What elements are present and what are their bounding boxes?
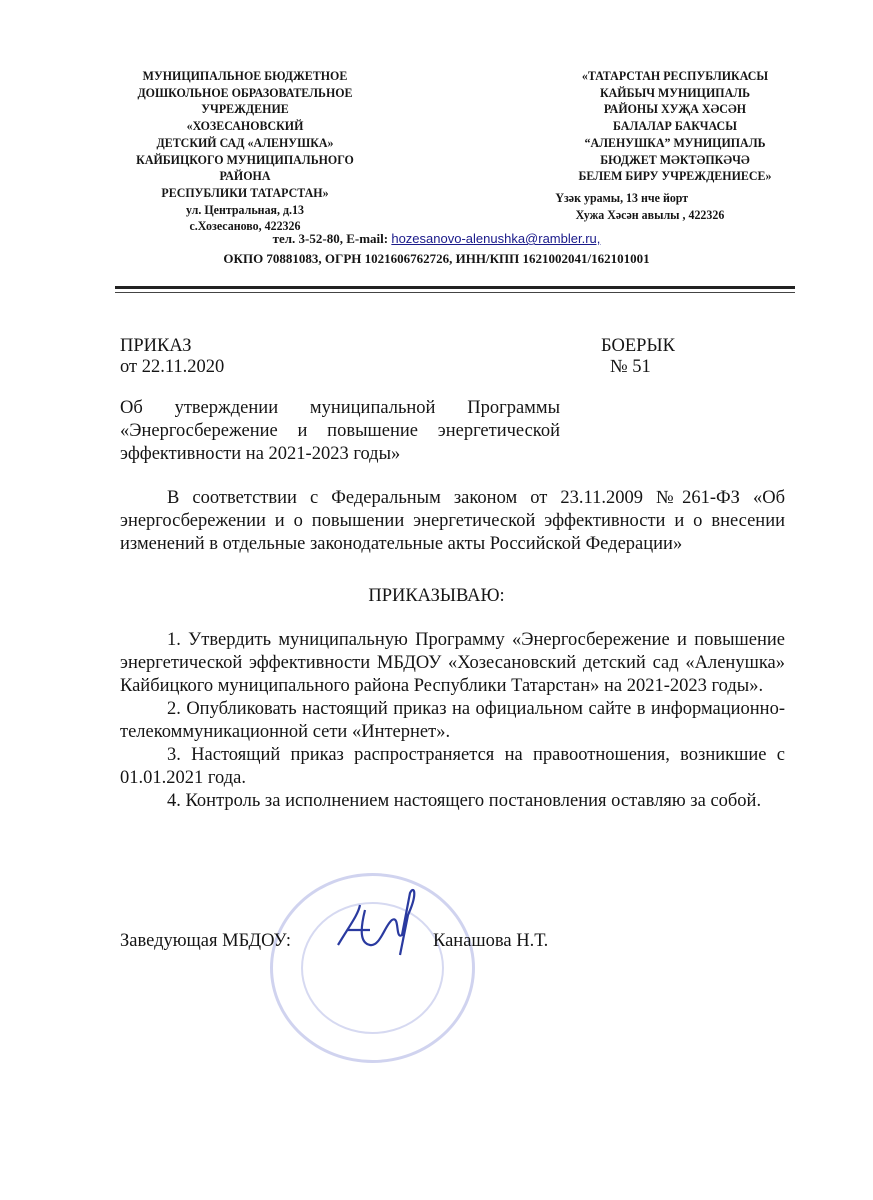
signature-icon bbox=[330, 885, 420, 965]
order-subject bbox=[120, 397, 560, 466]
order-number: № 51 bbox=[610, 357, 651, 377]
header-divider bbox=[115, 286, 795, 289]
subject-line: эффективности на 2021-2023 годы» bbox=[120, 444, 401, 464]
signature-position: Заведующая МБДОУ: bbox=[120, 931, 291, 951]
header-left-line: РАЙОНА bbox=[219, 168, 271, 184]
header-right-line: БЮДЖЕТ МӘКТӘПКӘЧӘ bbox=[600, 151, 750, 167]
order-item: 2. Опубликовать настоящий приказ на официальном сайте в информационно-телекоммуникационной сети «Интернет». bbox=[120, 699, 785, 742]
header-left-line: КАЙБИЦКОГО МУНИЦИПАЛЬНОГО bbox=[136, 151, 354, 167]
header-left-line: ул. Центральная, д.13 bbox=[186, 201, 304, 217]
order-item: 1. Утвердить муниципальную Программу «Энергосбережение и повышение энергетической эффективности МБДОУ «Хозесановский детский сад «Аленушка» Кайбицкого муниципального района Республики Татарстан» на 2021-2023 годы». bbox=[120, 630, 785, 696]
order-items bbox=[120, 629, 785, 813]
header-right-line: «ТАТАРСТАН РЕСПУБЛИКАСЫ bbox=[581, 68, 769, 83]
order-item: 4. Контроль за исполнением настоящего постановления оставляю за собой. bbox=[167, 791, 762, 811]
header-left-line: ДОШКОЛЬНОЕ ОБРАЗОВАТЕЛЬНОЕ bbox=[137, 84, 353, 100]
header-left-line: МУНИЦИПАЛЬНОЕ БЮДЖЕТНОЕ bbox=[142, 68, 348, 83]
signature-name: Канашова Н.Т. bbox=[433, 931, 549, 951]
preamble-text: В соответствии с Федеральным законом от 23.11.2009 №261-ФЗ «Об энергосбережении и о повышении энергетической эффективности и о внесении изменений в отдельные законодательные акты Российской Федерации» bbox=[120, 488, 785, 554]
address-line: Үзәк урамы, 13 нче йорт bbox=[555, 190, 689, 205]
registration-codes: ОКПО 70881083, ОГРН 1021606762726, ИНН/КПП 1621002041/162101001 bbox=[223, 251, 650, 266]
header-right-address bbox=[555, 190, 724, 223]
order-word: ПРИКАЗЫВАЮ: bbox=[368, 586, 505, 606]
header-right-line: КАЙБЫЧ МУНИЦИПАЛЬ bbox=[599, 84, 751, 100]
header-divider-thin bbox=[115, 292, 795, 293]
header-right-line: БАЛАЛАР БАКЧАСЫ bbox=[613, 118, 737, 134]
subject-line: Об утверждении муниципальной Программы bbox=[120, 398, 560, 418]
order-title: ПРИКАЗ bbox=[120, 336, 192, 356]
subject-line: «Энергосбережение и повышение энергетической bbox=[120, 421, 560, 441]
contacts bbox=[0, 229, 873, 269]
header-left-line: «ХОЗЕСАНОВСКИЙ bbox=[186, 118, 304, 134]
header-left bbox=[112, 68, 379, 235]
header-right-line: БЕЛЕМ БИРУ УЧРЕЖДЕНИЕСЕ» bbox=[578, 168, 772, 184]
phone: тел. 3-52-80, E-mail: bbox=[272, 231, 392, 246]
email-link[interactable]: hozesanovo-alenushka@rambler.ru, bbox=[391, 231, 601, 246]
header-left-line: УЧРЕЖДЕНИЕ bbox=[201, 101, 289, 117]
header-left-line: РЕСПУБЛИКИ ТАТАРСТАН» bbox=[161, 184, 329, 200]
header-left-line: с.Хозесаново, 422326 bbox=[189, 218, 301, 234]
order-date: от 22.11.2020 bbox=[120, 357, 225, 377]
preamble bbox=[120, 487, 785, 556]
header-right bbox=[542, 68, 809, 185]
order-item: 3. Настоящий приказ распространяется на правоотношения, возникшие с 01.01.2021 года. bbox=[120, 745, 785, 788]
header-right-line: РАЙОНЫ ХУҖА ХӘСӘН bbox=[603, 101, 747, 117]
address-line: Хужа Хәсән авылы , 422326 bbox=[575, 206, 725, 222]
header-right-line: “АЛЕНУШКА” МУНИЦИПАЛЬ bbox=[584, 134, 766, 150]
order-title-tatar: БОЕРЫК bbox=[601, 336, 675, 356]
header-left-line: ДЕТСКИЙ САД «АЛЕНУШКА» bbox=[156, 134, 334, 150]
